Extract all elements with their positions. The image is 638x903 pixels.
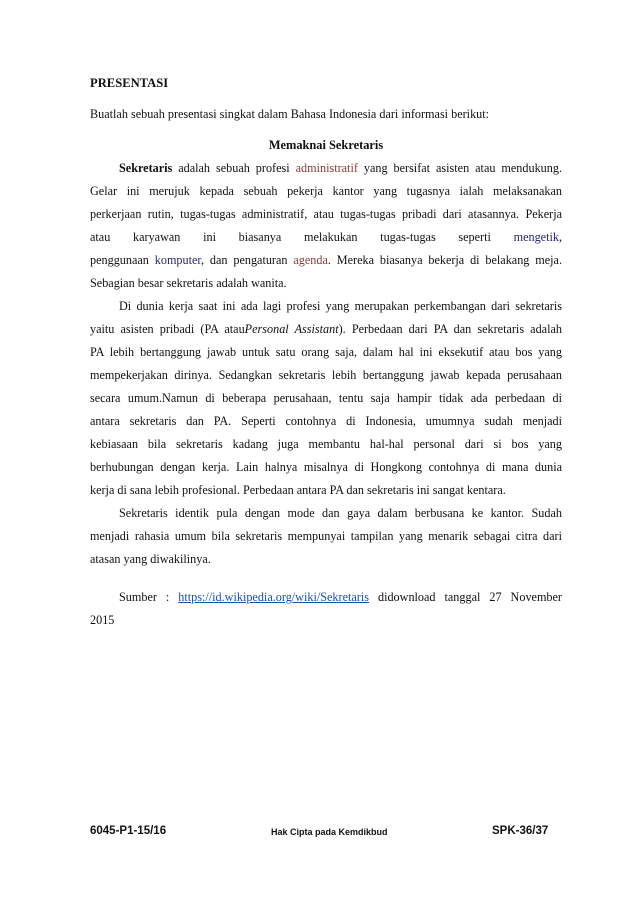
paragraph-1-line-4 [90, 229, 562, 245]
paragraph-1-line-6: Sebagian besar sekretaris adalah wanita. [90, 276, 287, 290]
text-span: adalah sebuah profesi [172, 161, 296, 175]
paragraph-3-line-2: menjadi rahasia umum bila sekretaris mempunyai tampilan yang menarik sebagai citra dari [90, 529, 562, 543]
paragraph-2-line-1: Di dunia kerja saat ini ada lagi profesi yang merupakan perkembangan dari sekretaris [119, 299, 562, 313]
paragraph-2-line-3: PA lebih bertanggung jawab untuk satu orang saja, dalam hal ini eksekutif atau bos yang [90, 345, 562, 359]
link-agenda[interactable]: agenda [293, 253, 328, 267]
paragraph-3-line-1: Sekretaris identik pula dengan mode dan gaya dalam berbusana ke kantor. Sudah [119, 506, 562, 520]
footer-page-number: SPK-36/37 [492, 825, 549, 837]
link-administratif[interactable]: administratif [295, 161, 358, 175]
source-label: Sumber : [119, 590, 179, 604]
source-line [119, 589, 562, 605]
footer-copyright: Hak Cipta pada Kemdikbud [271, 827, 388, 837]
paragraph-2-line-9: kerja di sana lebih profesional. Perbedaan antara PA dan sekretaris ini sangat kentara. [90, 483, 506, 497]
paragraph-1-line-2: Gelar ini merujuk kepada sebuah pekerja kantor yang tugasnya ialah melaksanakan [90, 184, 562, 198]
paragraph-2-line-5: secara umum.Namun di beberapa perusahaan, tentu saja hampir tidak ada perbedaan di [90, 391, 562, 405]
paragraph-2-line-6: antara sekretaris dan PA. Seperti contohnya di Indonesia, umumnya sudah menjadi [90, 414, 562, 428]
term-sekretaris: Sekretaris [119, 161, 173, 175]
paragraph-1-line-3: perkerjaan rutin, tugas-tugas administratif, atau tugas-tugas pribadi dari atasannya. Pekerja [90, 207, 562, 221]
text-span: . Mereka biasanya bekerja di belakang meja. [327, 253, 562, 267]
text-span: atau karyawan ini biasanya melakukan tugas-tugas seperti [90, 230, 514, 244]
text-span: , [558, 230, 562, 244]
source-date: didownload tanggal 27 November [368, 590, 562, 604]
paragraph-2-line-8: berhubungan dengan kerja. Lain halnya misalnya di Hongkong contohnya di mana dunia [90, 460, 562, 474]
text-span: yaitu asisten pribadi (PA atau [90, 322, 245, 336]
paragraph-1-line-1 [119, 160, 562, 176]
paragraph-2-line-2 [90, 321, 562, 337]
paragraph-2-line-7: kebiasaan bila sekretaris kadang juga membantu hal-hal personal dari si bos yang [90, 437, 562, 451]
paragraph-2-line-4: mempekerjakan dirinya. Sedangkan sekretaris lebih bertanggung jawab kepada perusahaan [90, 368, 562, 382]
text-span: ). Perbedaan dari PA dan sekretaris adalah [338, 322, 562, 336]
term-personal-assistant: Personal Assistant [244, 322, 339, 336]
section-heading: PRESENTASI [90, 76, 169, 90]
text-span: penggunaan [90, 253, 155, 267]
paragraph-3-line-3: atasan yang diwakilinya. [90, 552, 211, 566]
paragraph-1-line-5 [90, 252, 562, 268]
link-mengetik[interactable]: mengetik [513, 230, 559, 244]
link-komputer[interactable]: komputer [154, 253, 201, 267]
text-span: , dan pengaturan [200, 253, 294, 267]
instruction-text: Buatlah sebuah presentasi singkat dalam Bahasa Indonesia dari informasi berikut: [90, 107, 490, 121]
article-title: Memaknai Sekretaris [268, 138, 384, 152]
source-url-link[interactable]: https://id.wikipedia.org/wiki/Sekretaris [178, 590, 369, 604]
text-span: yang bersifat asisten atau mendukung. [357, 161, 562, 175]
footer-code: 6045-P1-15/16 [90, 825, 167, 837]
source-year: 2015 [90, 613, 115, 627]
